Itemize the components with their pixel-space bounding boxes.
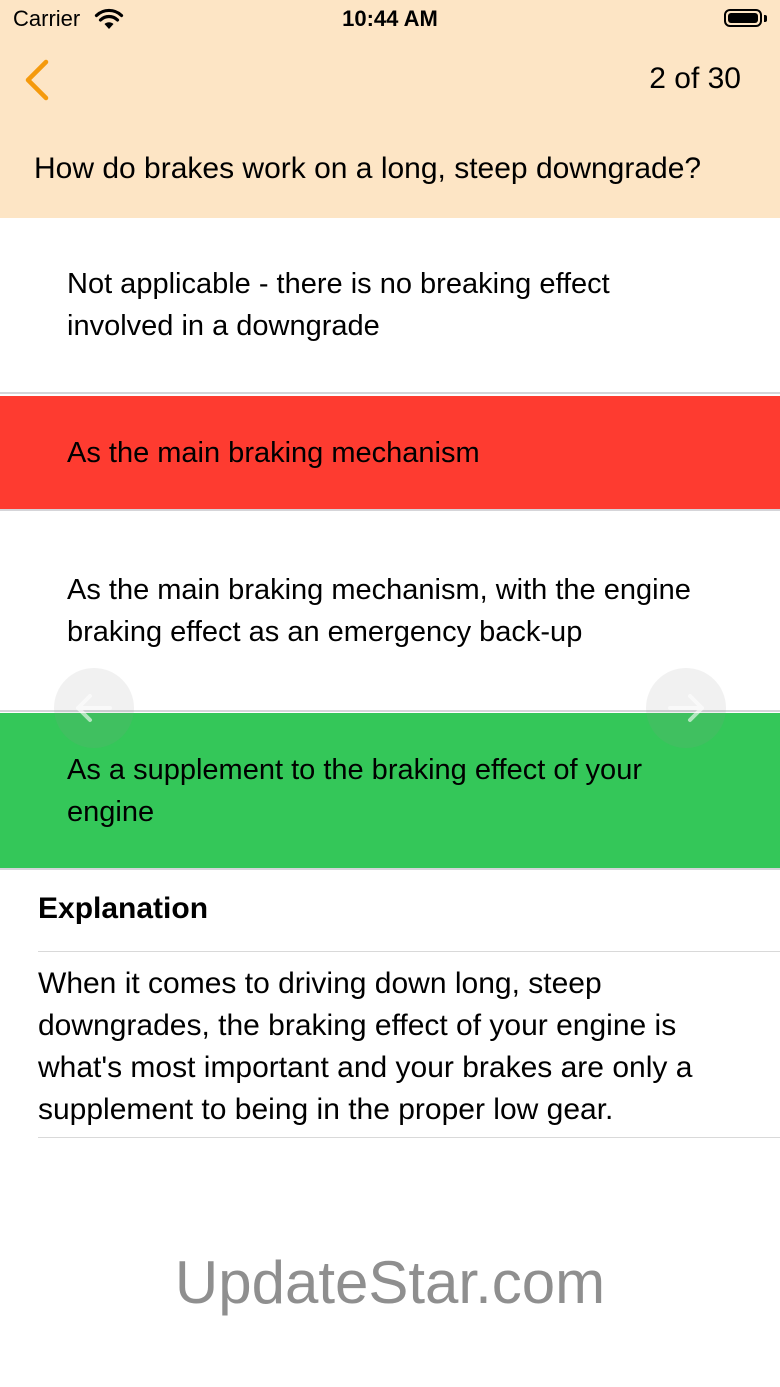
status-bar [0, 0, 780, 40]
answer-option-label: As the main braking mechanism, with the engine braking effect as an emergency back-up [67, 573, 691, 648]
arrow-right-icon [646, 668, 726, 748]
explanation-text: When it comes to driving down long, steep downgrades, the braking effect of your engine is what's most important and your brakes are only a supplement to being in the proper low gear. [38, 967, 693, 1126]
carrier-label: Carrier [13, 6, 81, 31]
arrow-left-icon [54, 668, 134, 748]
next-question-button[interactable] [646, 668, 726, 748]
divider [38, 951, 780, 952]
question-counter: 2 of 30 [649, 62, 741, 95]
answer-option-1[interactable] [0, 218, 780, 392]
divider [38, 1137, 780, 1138]
question-header [0, 40, 780, 218]
divider [0, 868, 780, 870]
answer-option-2[interactable] [0, 396, 780, 509]
explanation-heading: Explanation [38, 892, 209, 925]
answer-option-label: As a supplement to the braking effect of your engine [67, 753, 642, 828]
divider [0, 392, 780, 394]
answer-option-label: As the main braking mechanism [67, 436, 480, 469]
watermark: UpdateStar.com [174, 1249, 606, 1316]
clock: 10:44 AM [342, 6, 438, 31]
question-text: How do brakes work on a long, steep downgrade? [34, 152, 702, 185]
chevron-left-icon [20, 57, 60, 103]
previous-question-button[interactable] [54, 668, 134, 748]
back-button[interactable] [20, 57, 60, 103]
battery-icon [724, 9, 762, 27]
battery-tip [764, 15, 767, 22]
answer-option-label: Not applicable - there is no breaking effect involved in a downgrade [67, 268, 610, 342]
